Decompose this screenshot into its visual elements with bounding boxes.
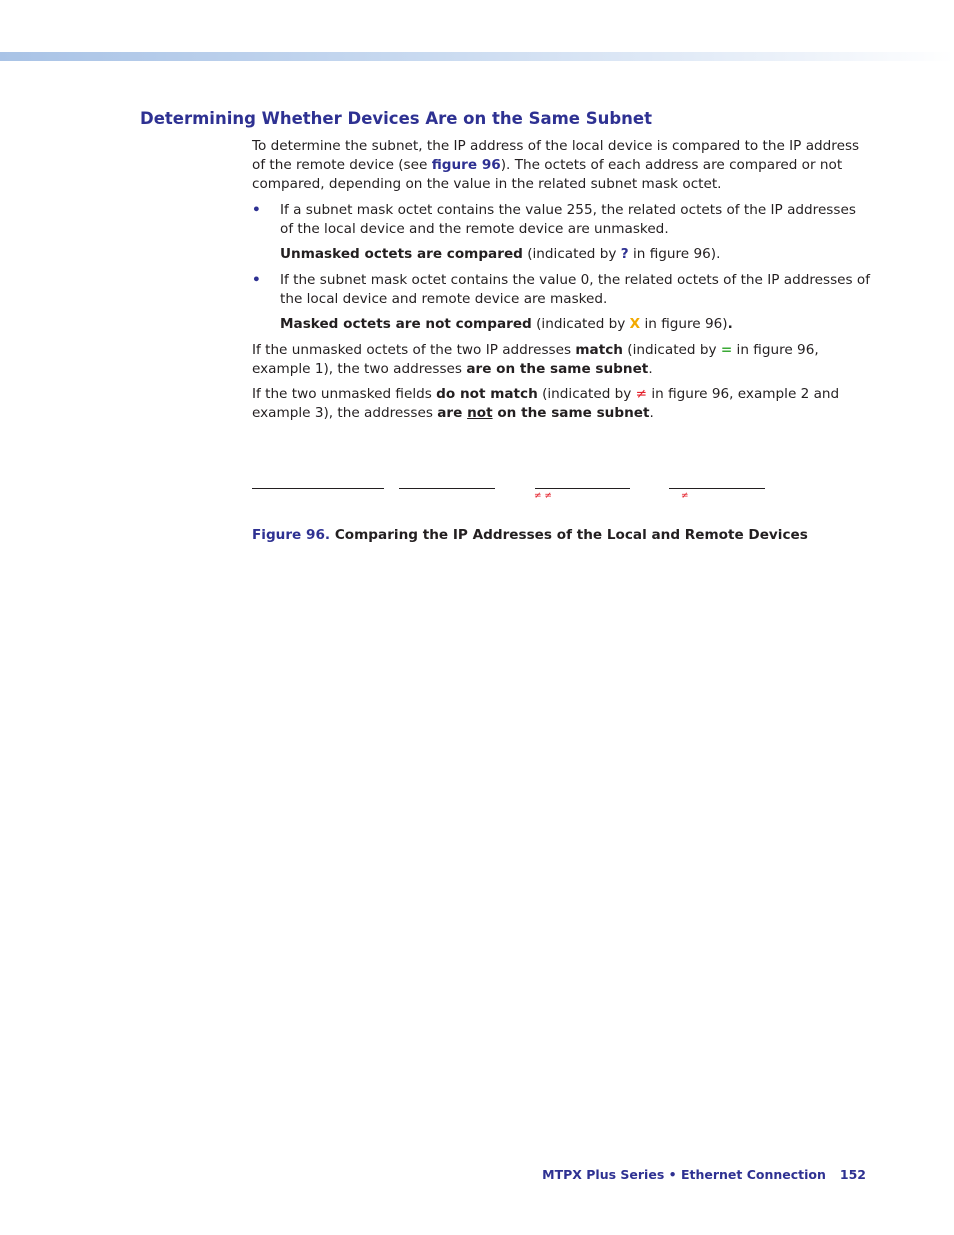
- nomatch-symbol: ≠: [635, 386, 648, 402]
- page-number: 152: [839, 1167, 866, 1182]
- section-heading: Determining Whether Devices Are on the Same Subnet: [140, 109, 652, 128]
- header-gradient-bar: [0, 52, 954, 61]
- unmasked-note: Unmasked octets are compared (indicated by ? in figure 96).: [280, 246, 721, 262]
- match-paragraph: If the unmasked octets of the two IP addresses match (indicated by = in figure 96, example 1), the two addresses are on the same subnet.: [252, 342, 819, 377]
- intro-paragraph: To determine the subnet, the IP address of the local device is compared to the IP address of the remote device (see figure 96). The octets of each address are compared or not compared, depending on the value in the related subnet mask octet.: [252, 138, 860, 192]
- nomatch-paragraph: If the two unmasked fields do not match (indicated by ≠ in figure 96, example 2 and example 3), the addresses are not on the same subnet.: [252, 386, 840, 421]
- masked-symbol: X: [629, 316, 641, 332]
- match-symbol: =: [720, 342, 733, 358]
- unmasked-symbol: ?: [620, 246, 629, 262]
- bullet-item-masked: • If the subnet mask octet contains the value 0, the related octets of the IP addresses of the local device and remote device are masked.: [252, 272, 871, 307]
- nomatch-marks-ex3: ≠: [681, 491, 689, 501]
- masked-note: Masked octets are not compared (indicated by X in figure 96).: [280, 316, 733, 332]
- figure-rule-ex1: [399, 488, 495, 489]
- bullet-item-unmasked: • If a subnet mask octet contains the value 255, the related octets of the IP addresses of the local device and the remote device are unmasked.: [252, 202, 856, 237]
- bullet-icon: •: [252, 272, 261, 288]
- figure-rule-local: [252, 488, 384, 489]
- figure-rule-ex3: [669, 488, 765, 489]
- figure-caption-text: Comparing the IP Addresses of the Local and Remote Devices: [330, 527, 808, 543]
- page-footer: [542, 1167, 866, 1182]
- figure-caption: [252, 527, 808, 543]
- bullet-icon: •: [252, 202, 261, 218]
- nomatch-marks-ex2: ≠ ≠: [534, 491, 552, 501]
- figure-rule-ex2: [535, 488, 630, 489]
- footer-title: MTPX Plus Series • Ethernet Connection: [542, 1167, 826, 1182]
- figure-label: Figure 96.: [252, 527, 331, 543]
- figure-96-link[interactable]: figure 96: [431, 157, 501, 173]
